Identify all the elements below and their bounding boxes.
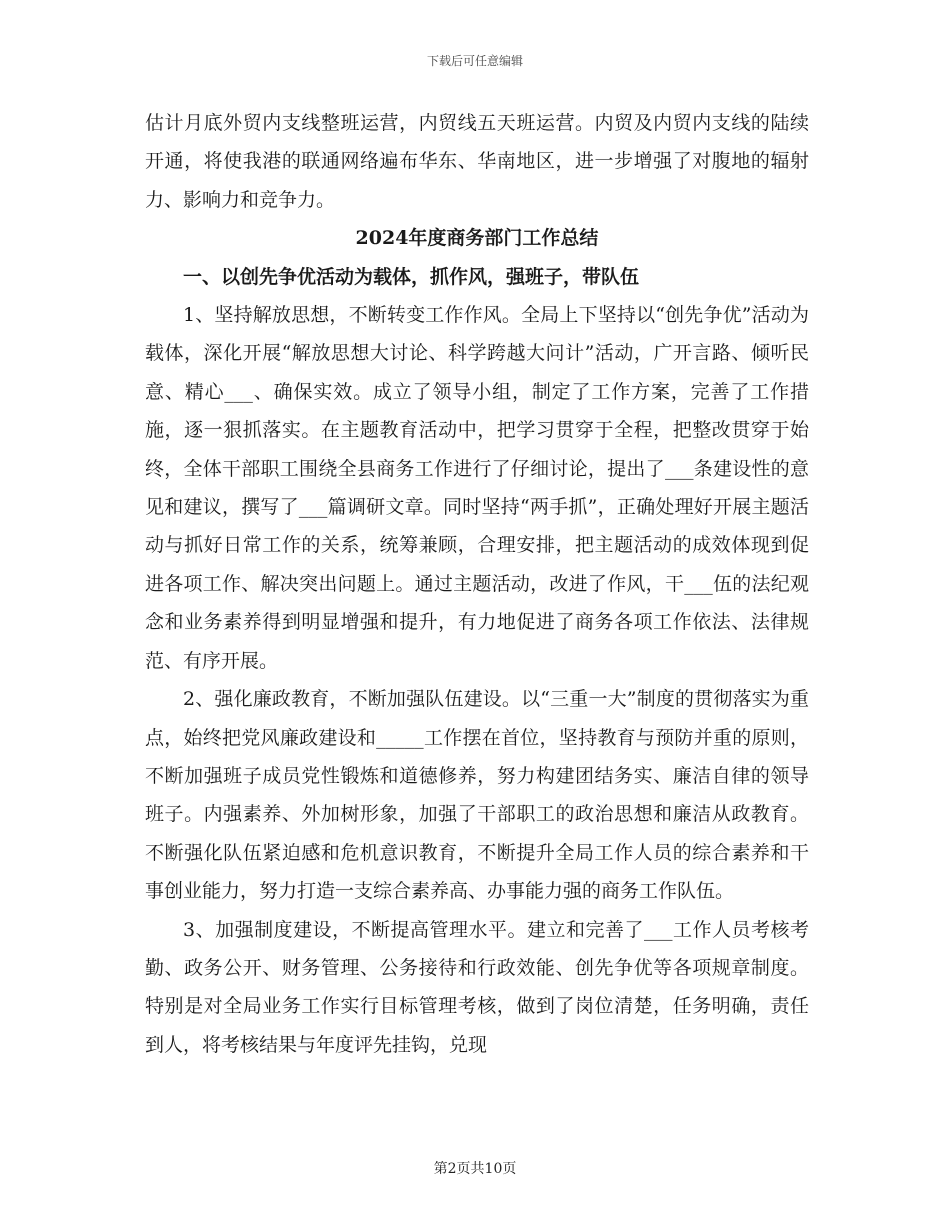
paragraph-3: 3、加强制度建设，不断提高管理水平。建立和完善了___工作人员考核考勤、政务公开、财务管理、公务接待和行政效能、创先争优等各项规章制度。特别是对全局业务工作实行目标管理考核，做到了岗位清楚，任务明确，责任到人，将考核结果与年度评先挂钩，兑现 xyxy=(145,918,809,1056)
document-body xyxy=(145,104,809,1064)
document-title: 2024年度商务部门工作总结 xyxy=(355,227,599,250)
page-header-note: 下载后可任意编辑 xyxy=(426,54,523,68)
page-footer: 第2页共10页 xyxy=(433,1161,517,1177)
paragraph-2: 2、强化廉政教育，不断加强队伍建设。以“三重一大”制度的贯彻落实为重点，始终把党风廉政建设和_____工作摆在首位，坚持教育与预防并重的原则，不断加强班子成员党性锻炼和道德修养，努力构建团结务实、廉洁自律的领导班子。内强素养、外加树形象，加强了干部职工的政治思想和廉洁从政教育。不断强化队伍紧迫感和危机意识教育，不断提升全局工作人员的综合素养和干事创业能力，努力打造一支综合素养高、办事能力强的商务工作队伍。 xyxy=(145,688,809,903)
intro-paragraph: 估计月底外贸内支线整班运营，内贸线五天班运营。内贸及内贸内支线的陆续开通，将使我港的联通网络遍布华东、华南地区，进一步增强了对腹地的辐射力、影响力和竞争力。 xyxy=(145,112,809,211)
paragraph-1: 1、坚持解放思想，不断转变工作作风。全局上下坚持以“创先争优”活动为载体，深化开展“解放思想大讨论、科学跨越大问计”活动，广开言路、倾听民意、精心___、确保实效。成立了领导小组，制定了工作方案，完善了工作措施，逐一狠抓落实。在主题教育活动中，把学习贯穿于全程，把整改贯穿于始终，全体干部职工围绕全县商务工作进行了仔细讨论，提出了___条建设性的意见和建议，撰写了___篇调研文章。同时坚持“两手抓”，正确处理好开展主题活动与抓好日常工作的关系，统筹兼顾，合理安排，把主题活动的成效体现到促进各项工作、解决突出问题上。通过主题活动，改进了作风，干___伍的法纪观念和业务素养得到明显增强和提升，有力地促进了商务各项工作依法、法律规范、有序开展。 xyxy=(145,304,809,672)
section-heading: 一、以创先争优活动为载体，抓作风，强班子，带队伍 xyxy=(183,265,640,288)
